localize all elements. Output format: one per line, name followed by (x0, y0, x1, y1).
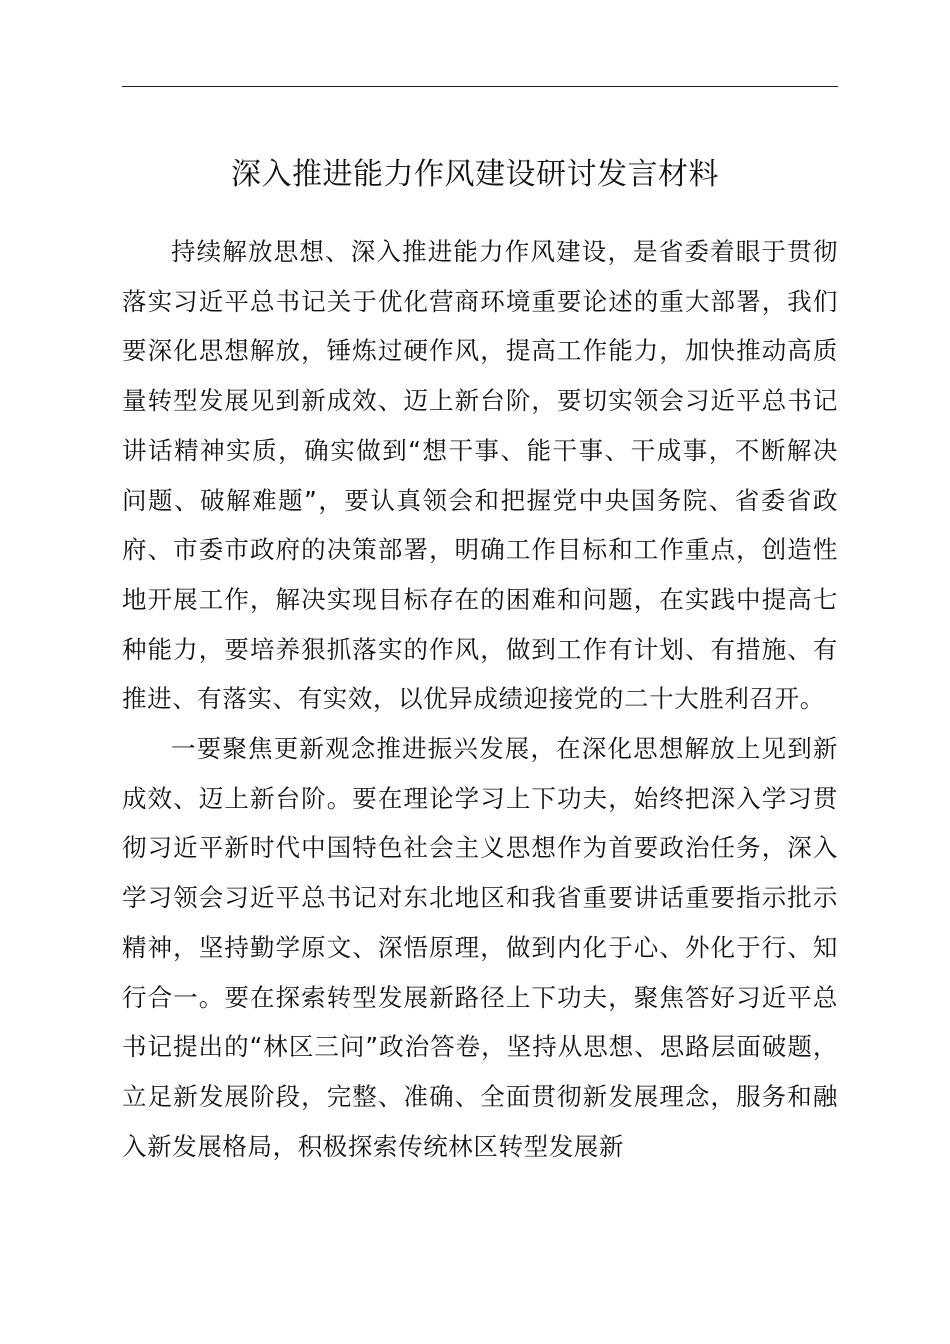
document-body (122, 227, 838, 1171)
paragraph-intro: 持续解放思想、深入推进能力作风建设，是省委着眼于贯彻落实习近平总书记关于优化营商环境重要论述的重大部署，我们要深化思想解放，锤炼过硬作风，提高工作能力，加快推动高质量转型发展见到新成效、迈上新台阶，要切实领会习近平总书记讲话精神实质，确实做到“想干事、能干事、干成事，不断解决问题、破解难题”，要认真领会和把握党中央国务院、省委省政府、市委市政府的决策部署，明确工作目标和工作重点，创造性地开展工作，解决实现目标存在的困难和问题，在实践中提高七种能力，要培养狠抓落实的作风，做到工作有计划、有措施、有推进、有落实、有实效，以优异成绩迎接党的二十大胜利召开。 (122, 237, 838, 714)
header-rule (122, 86, 838, 87)
paragraph-point-one: 一要聚焦更新观念推进振兴发展，在深化思想解放上见到新成效、迈上新台阶。要在理论学习上下功夫，始终把深入学习贯彻习近平新时代中国特色社会主义思想作为首要政治任务，深入学习领会习近平总书记对东北地区和我省重要讲话重要指示批示精神，坚持勤学原文、深悟原理，做到内化于心、外化于行、知行合一。要在探索转型发展新路径上下功夫，聚焦答好习近平总书记提出的“林区三问”政治答卷，坚持从思想、思路层面破题，立足新发展阶段，完整、准确、全面贯彻新发展理念，服务和融入新发展格局，积极探索传统林区转型发展新 (122, 734, 838, 1161)
document-title: 深入推进能力作风建设研讨发言材料 (231, 157, 719, 192)
